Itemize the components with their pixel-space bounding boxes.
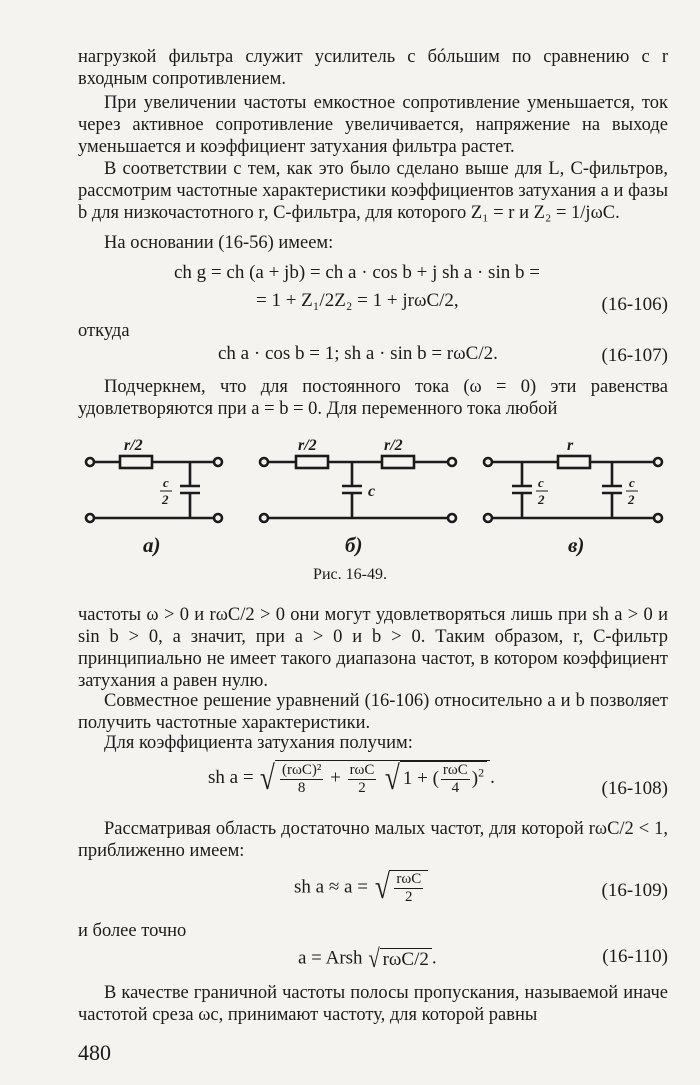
label-b-resistor-right: r/2 (384, 437, 403, 454)
label-b-cap: c (368, 483, 376, 500)
radical-icon: √ (385, 760, 400, 797)
label-c-cap-right-num: c (629, 475, 635, 490)
eq108-lhs: sh a = (208, 766, 254, 788)
figure-label-a: а) (143, 533, 161, 557)
label-c-cap-left-num: c (538, 475, 544, 490)
label-c-resistor: r (567, 437, 574, 454)
figure-label-b: б) (345, 533, 363, 557)
radical-icon: √ (368, 944, 381, 973)
equation-16-108: sh a = √ $\frac{\text{(rωC)²}}{8}$ + $\frac{\text{rωC}}{2}$ √ 1 + ( $\frac{\text{rωC}}{4}$ )$^2$ . (208, 759, 495, 797)
equation-16-106-line2: = 1 + Z₁/2Z₂ = 1 + jrωC/2, (256, 290, 459, 311)
radical-icon: √ (260, 759, 276, 797)
paragraph-1: нагрузкой фильтра служит усилитель с бóльшим по сравнению с r входным сопротивлением. (78, 47, 668, 89)
equation-16-109: sh a ≈ a = √ $\frac{\text{rωC}}{2}$ (294, 870, 428, 906)
paragraph-10: Рассматривая область достаточно малых частот, для которой rωC/2 < 1, приближенно имеем: (78, 819, 668, 861)
page-number: 480 (78, 1040, 111, 1065)
paragraph-8: Совместное решение уравнений (16-106) относительно a и b позволяет получить частотные характеристики. (78, 691, 668, 733)
paragraph-5: откуда (78, 321, 130, 341)
eq108-radicand: $\frac{\text{(rωC)²}}{8}$ + $\frac{\text{rωC}}{2}$ √ 1 + ( $\frac{\text{rωC}}{4}$ )$^2$ (275, 760, 490, 797)
label-a-resistor: r/2 (124, 437, 143, 454)
label-c-cap-right-den: 2 (628, 492, 635, 507)
label-b-resistor-left: r/2 (298, 437, 317, 454)
label-c-cap-left-den: 2 (538, 492, 545, 507)
equation-number-16-108: (16-108) (601, 778, 668, 799)
figure-caption: Рис. 16-49. (313, 566, 387, 583)
figure-label-c: в) (568, 533, 585, 557)
equation-number-16-109: (16-109) (601, 880, 668, 901)
radical-icon: √ (374, 869, 390, 906)
paragraph-4: На основании (16-56) имеем: (104, 233, 334, 253)
equation-16-110: a = Arsh √ rωC/2 . (298, 944, 437, 973)
equation-number-16-110: (16-110) (602, 946, 668, 967)
paragraph-9: Для коэффициента затухания получим: (104, 733, 413, 753)
paragraph-6: Подчеркнем, что для постоянного тока (ω = 0) эти равенства удовлетворяются при a = b = 0. Для переменного тока любой (78, 377, 668, 419)
paragraph-11: и более точно (78, 921, 187, 941)
label-a-cap-den: 2 (162, 492, 169, 507)
paragraph-12: В качестве граничной частоты полосы пропускания, называемой иначе частотой среза ωс, принимают частоту, для которой равны (78, 983, 668, 1025)
equation-number-16-107: (16-107) (601, 345, 668, 366)
circuit-c (484, 456, 662, 522)
paragraph-2: При увеличении частоты емкостное сопротивление уменьшается, ток через активное сопротивление увеличивается, напряжение на выходе уменьшается и коэффициент затухания фильтра растет. (78, 93, 668, 157)
equation-16-106-line1: ch g = ch (a + jb) = ch a · cos b + j sh a · sin b = (174, 262, 540, 283)
circuit-b (260, 456, 456, 522)
circuit-a (86, 456, 222, 522)
equation-16-107: ch a · cos b = 1; sh a · sin b = rωC/2. (218, 343, 498, 364)
paragraph-3: В соответствии с тем, как это было сделано выше для L, C-фильтров, рассмотрим частотные характеристики коэффициентов затухания a и фазы b для низкочастотного r, C-фильтра, для которого Z₁ = r и Z₂ = 1/jωC. (78, 159, 668, 223)
paragraph-7: частоты ω > 0 и rωC/2 > 0 они могут удовлетворяться лишь при sh a > 0 и sin b > 0, а значит, при a > 0 и b > 0. Таким образом, r, C-фильтр принципиально не имеет такого диапазона частот, в котором коэффициент затухания a равен нулю. (78, 605, 668, 691)
label-a-cap-num: c (163, 475, 169, 490)
equation-number-16-106: (16-106) (601, 294, 668, 315)
